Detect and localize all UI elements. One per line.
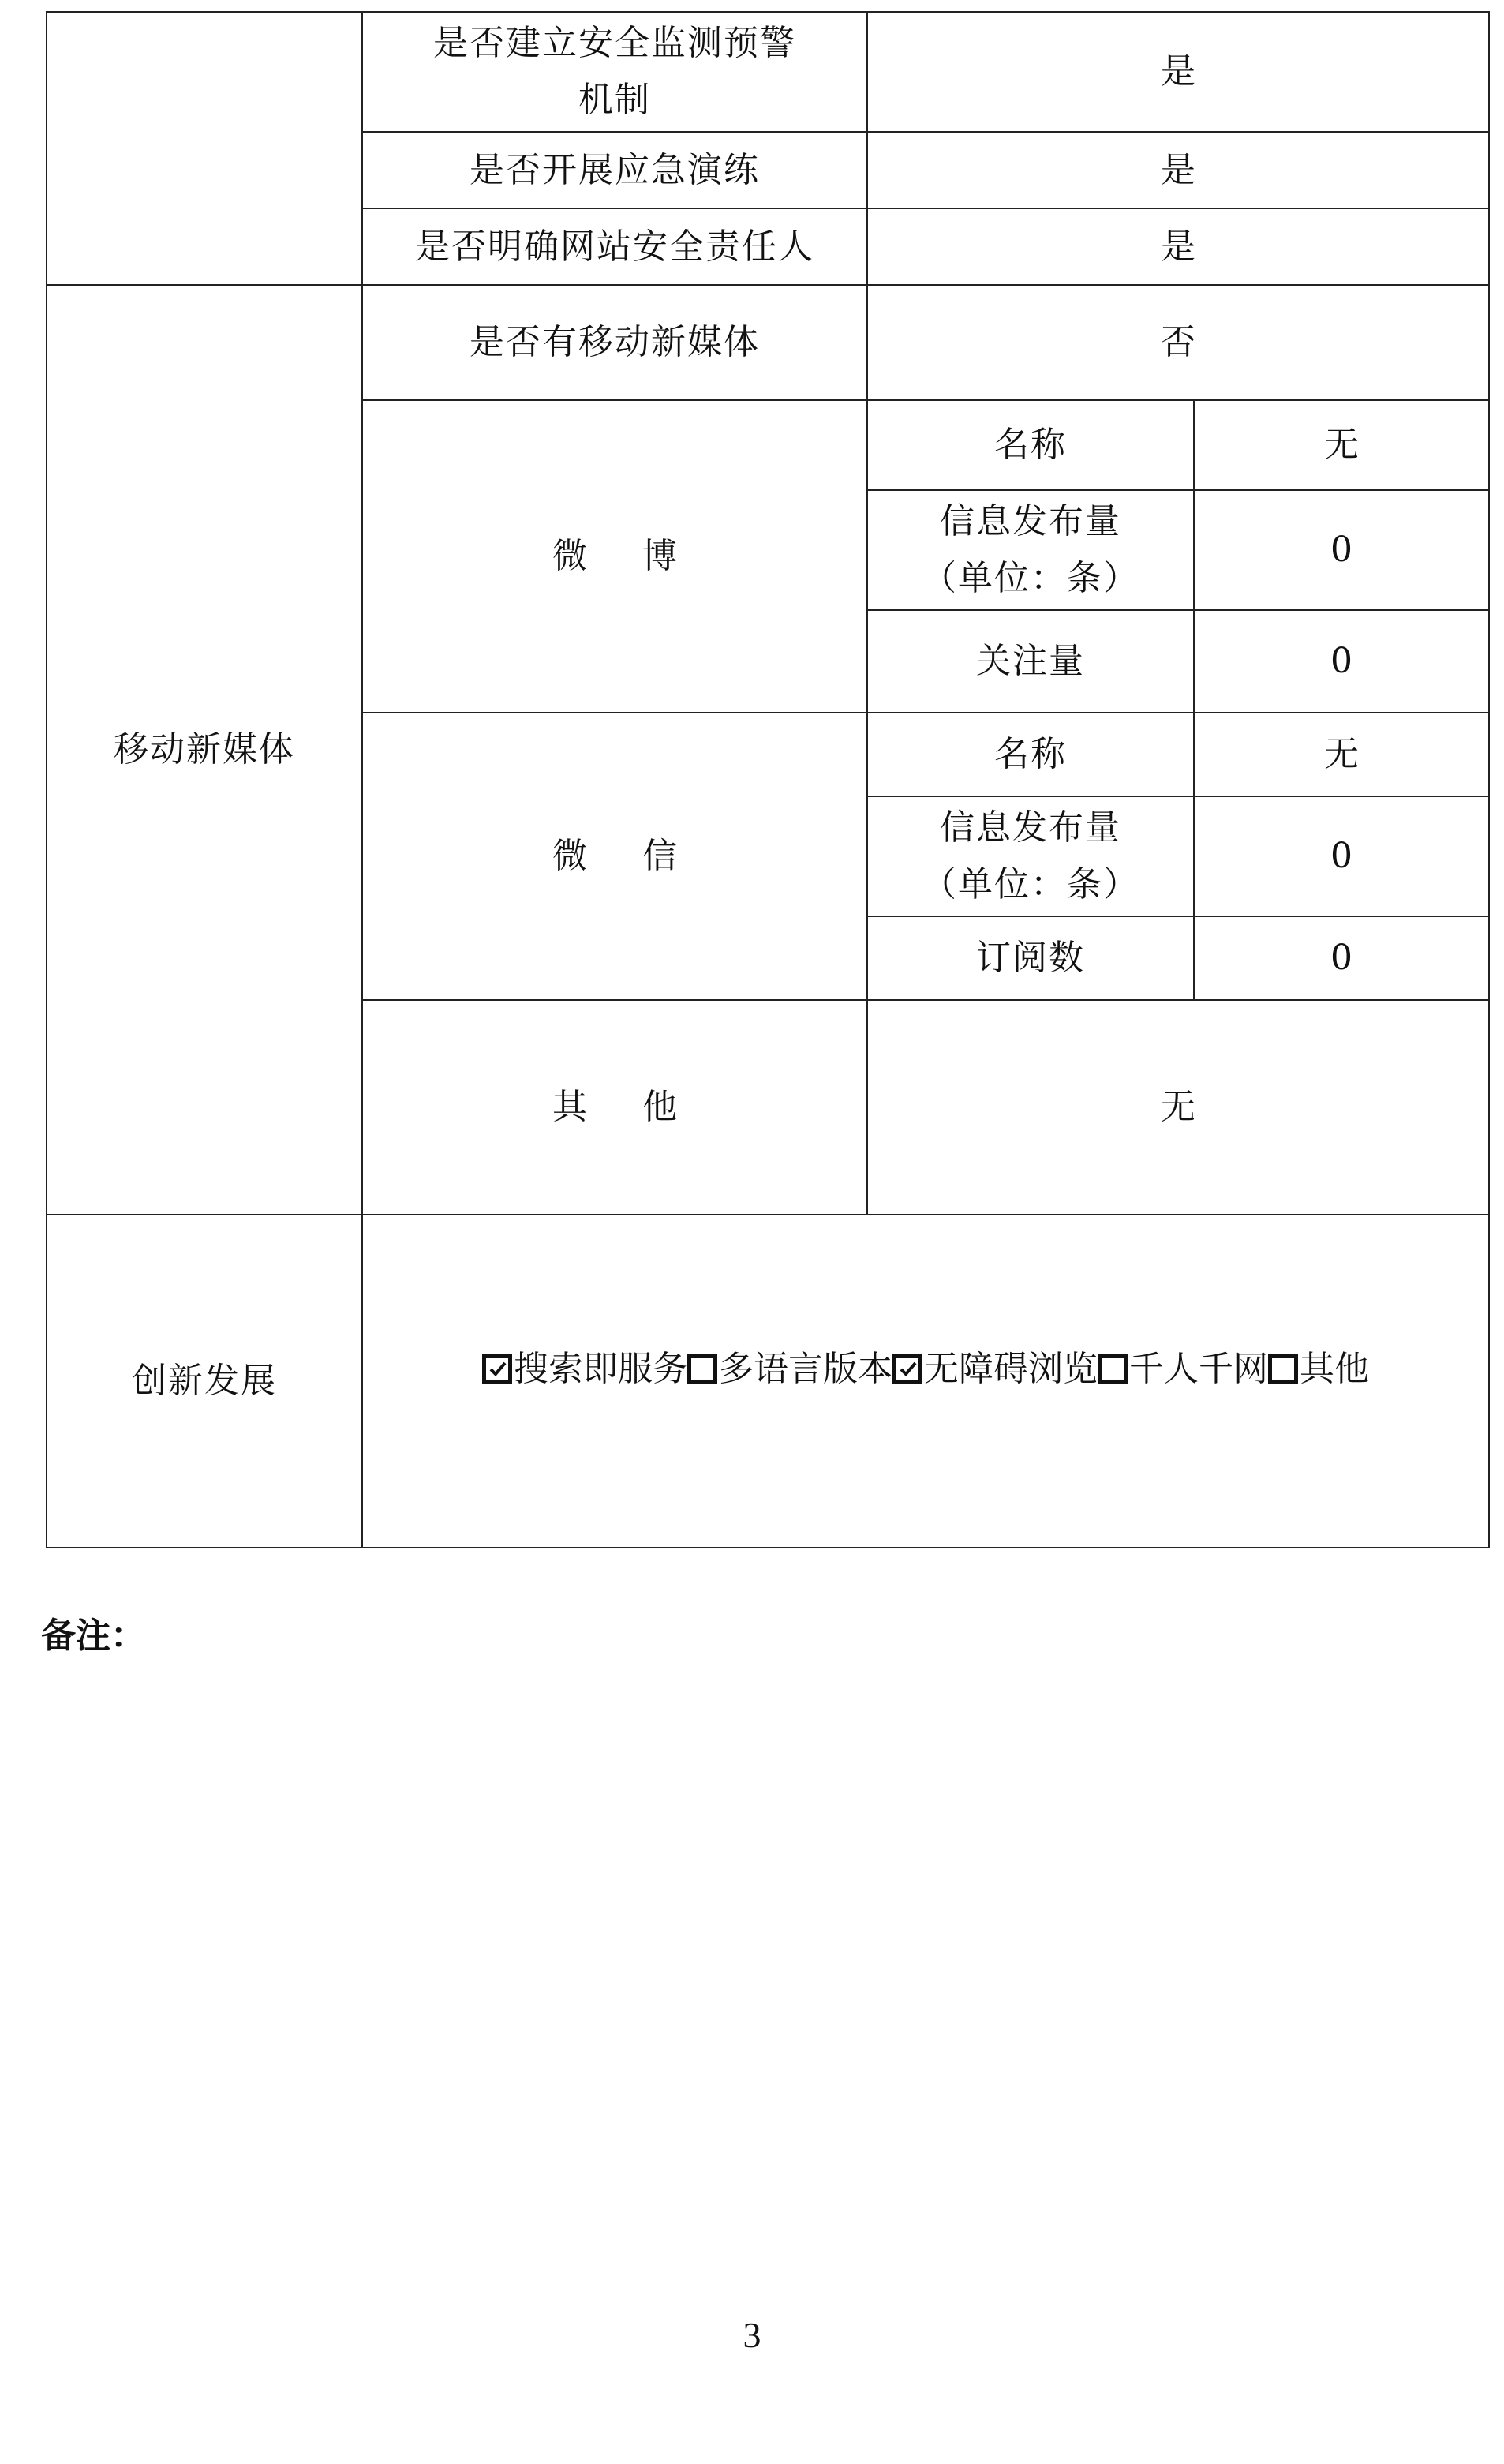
wechat-name-label: 名称 bbox=[867, 713, 1194, 796]
option-label: 其他 bbox=[1300, 1349, 1369, 1389]
other-label-char1: 其 bbox=[552, 1087, 587, 1127]
checked-checkbox-icon[interactable] bbox=[482, 1354, 512, 1384]
weibo-label-char1: 微 bbox=[552, 536, 587, 576]
innovation-category-label: 创新发展 bbox=[47, 1215, 362, 1548]
option-accessibility[interactable] bbox=[892, 1341, 1098, 1398]
warning-mechanism-label bbox=[362, 12, 867, 132]
unchecked-checkbox-icon[interactable] bbox=[1268, 1354, 1298, 1384]
wechat-posts-label-line1: 信息发布量 bbox=[940, 807, 1121, 848]
emergency-drill-label: 是否开展应急演练 bbox=[362, 132, 867, 208]
other-label bbox=[362, 1000, 867, 1215]
other-label-char2: 他 bbox=[642, 1087, 677, 1127]
option-label: 千人千网 bbox=[1129, 1349, 1268, 1389]
security-owner-label: 是否明确网站安全责任人 bbox=[362, 208, 867, 285]
wechat-posts-label-line2: （单位：条） bbox=[922, 864, 1139, 904]
weibo-posts-label-line2: （单位：条） bbox=[922, 558, 1139, 598]
option-label: 多语言版本 bbox=[719, 1349, 892, 1389]
warning-label-line1: 是否建立安全监测预警 bbox=[433, 23, 796, 63]
innovation-options bbox=[369, 1341, 1482, 1398]
page-number: 3 bbox=[743, 2315, 761, 2355]
weibo-posts-label-line1: 信息发布量 bbox=[940, 501, 1121, 541]
other-value: 无 bbox=[867, 1000, 1489, 1215]
option-search-service[interactable] bbox=[482, 1341, 687, 1398]
table-row bbox=[47, 12, 1489, 132]
weibo-name-value: 无 bbox=[1194, 400, 1489, 490]
option-label: 搜索即服务 bbox=[514, 1349, 687, 1389]
weibo-name-label: 名称 bbox=[867, 400, 1194, 490]
wechat-label-char2: 信 bbox=[642, 836, 677, 876]
option-other[interactable] bbox=[1268, 1341, 1369, 1398]
security-category-cell bbox=[47, 12, 362, 285]
remark-label: 备注： bbox=[41, 1616, 145, 1656]
innovation-options-cell bbox=[362, 1215, 1489, 1548]
wechat-subscribers-label: 订阅数 bbox=[867, 916, 1194, 1000]
checked-checkbox-icon[interactable] bbox=[892, 1354, 922, 1384]
wechat-label-char1: 微 bbox=[552, 836, 587, 876]
wechat-subscribers-value: 0 bbox=[1194, 916, 1489, 1000]
option-personalized[interactable] bbox=[1098, 1341, 1268, 1398]
table-row bbox=[47, 285, 1489, 400]
weibo-posts-value: 0 bbox=[1194, 490, 1489, 610]
emergency-drill-value: 是 bbox=[867, 132, 1489, 208]
warning-label-line2: 机制 bbox=[578, 80, 651, 120]
media-category-label: 移动新媒体 bbox=[47, 285, 362, 1215]
weibo-posts-label bbox=[867, 490, 1194, 610]
wechat-posts-label bbox=[867, 796, 1194, 916]
table-row bbox=[47, 1215, 1489, 1548]
unchecked-checkbox-icon[interactable] bbox=[687, 1354, 717, 1384]
weibo-followers-value: 0 bbox=[1194, 610, 1489, 713]
unchecked-checkbox-icon[interactable] bbox=[1098, 1354, 1128, 1384]
weibo-label bbox=[362, 400, 867, 713]
has-media-value: 否 bbox=[867, 285, 1489, 400]
wechat-name-value: 无 bbox=[1194, 713, 1489, 796]
warning-mechanism-value: 是 bbox=[867, 12, 1489, 132]
security-owner-value: 是 bbox=[867, 208, 1489, 285]
report-table bbox=[46, 11, 1490, 1548]
has-media-label: 是否有移动新媒体 bbox=[362, 285, 867, 400]
wechat-posts-value: 0 bbox=[1194, 796, 1489, 916]
weibo-followers-label: 关注量 bbox=[867, 610, 1194, 713]
option-multilingual[interactable] bbox=[687, 1341, 892, 1398]
option-label: 无障碍浏览 bbox=[924, 1349, 1098, 1389]
weibo-label-char2: 博 bbox=[642, 536, 677, 576]
wechat-label bbox=[362, 713, 867, 1000]
